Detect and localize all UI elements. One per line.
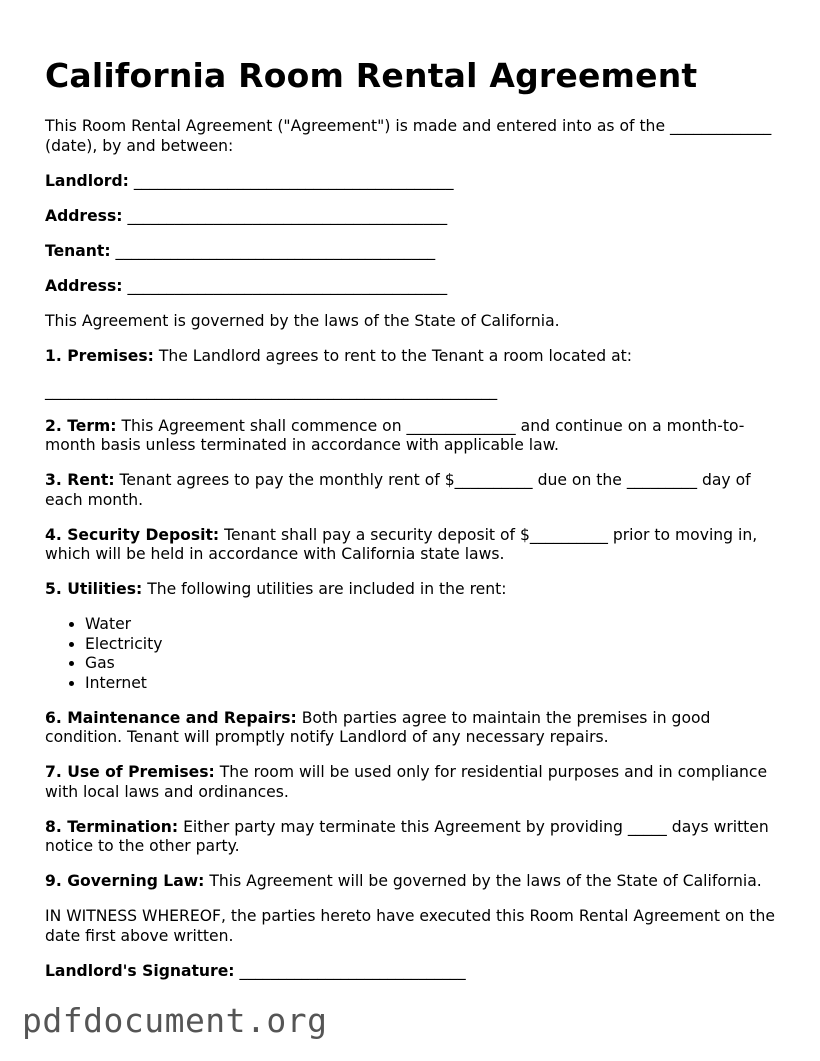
list-item: • Gas	[85, 654, 780, 674]
landlord-signature-line	[45, 962, 780, 982]
intro-paragraph: This Room Rental Agreement ("Agreement") is made and entered into as of the _____________ (date), by and between:	[45, 117, 772, 155]
termination-text: Either party may terminate this Agreement by providing _____ days written notice to the other party.	[45, 817, 769, 855]
landlord-signature-blank: _____________________________	[239, 961, 466, 980]
landlord-signature-label: Landlord's Signature:	[45, 961, 235, 980]
section-utilities	[45, 580, 780, 600]
utilities-list	[45, 615, 780, 693]
section-rent	[45, 471, 780, 510]
witness-paragraph: IN WITNESS WHEREOF, the parties hereto have executed this Room Rental Agreement on the date first above written.	[45, 907, 775, 945]
use-text: The room will be used only for residential purposes and in compliance with local laws and ordinances.	[45, 763, 768, 801]
utilities-text: The following utilities are included in the rent:	[142, 580, 507, 598]
tenant-address-blank: _________________________________________	[127, 276, 448, 295]
premises-heading: 1. Premises:	[45, 346, 154, 365]
list-item: • Electricity	[85, 635, 780, 655]
list-item: • Internet	[85, 674, 780, 694]
landlord-address-line	[45, 207, 780, 227]
tenant-address-line	[45, 277, 780, 297]
premises-text: The Landlord agrees to rent to the Tenant a room located at:	[153, 346, 633, 365]
section-term	[45, 417, 780, 456]
maintenance-heading: 6. Maintenance and Repairs:	[45, 708, 297, 727]
landlord-line	[45, 172, 780, 192]
governing-law-heading: 9. Governing Law:	[45, 872, 205, 890]
rent-text: Tenant agrees to pay the monthly rent of $__________ due on the _________ day of each month.	[45, 471, 751, 509]
deposit-heading: 4. Security Deposit:	[45, 525, 220, 544]
landlord-blank: _________________________________________	[133, 171, 454, 190]
section-use	[45, 763, 780, 802]
list-item: • Water	[85, 615, 780, 635]
governed-statement: This Agreement is governed by the laws of the State of California.	[45, 311, 560, 330]
termination-heading: 8. Termination:	[45, 817, 179, 836]
landlord-label: Landlord:	[45, 171, 129, 190]
tenant-label: Tenant:	[45, 241, 111, 260]
section-deposit	[45, 526, 780, 565]
governing-law-text: This Agreement will be governed by the laws of the State of California.	[204, 872, 762, 890]
premises-address-blank: __________________________________________________________	[45, 381, 498, 400]
maintenance-text: Both parties agree to maintain the premises in good condition. Tenant will promptly notify Landlord of any necessary repairs.	[45, 708, 711, 746]
utilities-heading: 5. Utilities:	[45, 580, 143, 598]
section-premises	[45, 347, 780, 367]
tenant-address-label: Address:	[45, 276, 123, 295]
watermark: pdfdocument.org	[22, 1001, 328, 1040]
section-termination	[45, 818, 780, 857]
landlord-address-blank: _________________________________________	[127, 206, 448, 225]
tenant-blank: _________________________________________	[115, 241, 436, 260]
section-governing-law	[45, 872, 780, 892]
section-maintenance	[45, 709, 780, 748]
term-text: This Agreement shall commence on ______________ and continue on a month-to-month basis unless terminated in accordance with applicable law.	[45, 416, 745, 454]
rent-heading: 3. Rent:	[45, 471, 115, 489]
term-heading: 2. Term:	[45, 416, 117, 435]
document-title: California Room Rental Agreement	[45, 56, 698, 95]
document-body	[45, 117, 780, 997]
tenant-line	[45, 242, 780, 262]
landlord-address-label: Address:	[45, 206, 123, 225]
deposit-text: Tenant shall pay a security deposit of $__________ prior to moving in, which will be held in accordance with California state laws.	[45, 525, 758, 563]
use-heading: 7. Use of Premises:	[45, 763, 215, 781]
